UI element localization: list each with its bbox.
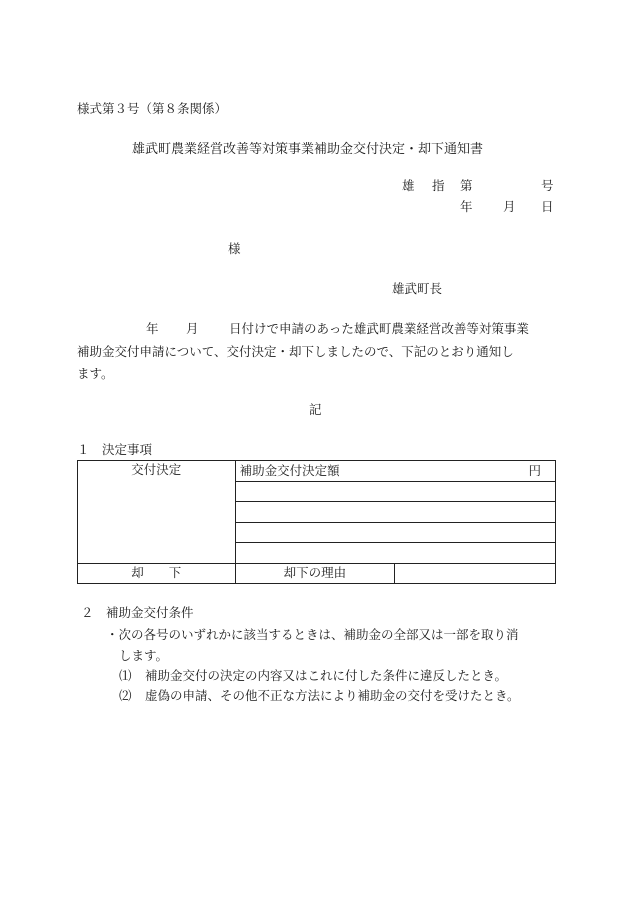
condition-text: 虚偽の申請、その他不正な方法により補助金の交付を受けたとき。 [145,688,520,703]
document-title: 雄武町農業経営改善等対策事業補助金交付決定・却下通知書 [132,142,484,157]
reference-yu: 雄 [402,178,415,193]
blank-cell [235,502,555,523]
decision-table [77,460,556,584]
blank-cell [235,481,555,502]
condition-bullet-line2: します。 [119,648,169,663]
amount-cell [235,461,555,482]
blank-cell [235,543,555,564]
issue-date-day: 日 [541,199,554,214]
amount-label: 補助金交付決定額 [239,462,340,478]
condition-bullet-line1: ・次の各号のいずれかに該当するときは、補助金の全部又は一部を取り消 [106,627,519,642]
kofu-label: 交付決定 [78,461,236,564]
section2-heading: ２ 補助金交付条件 [81,605,194,620]
addressee: 様 [228,241,241,256]
body-month: 月 [186,321,199,336]
reference-go: 号 [541,178,554,193]
condition-item-2 [119,690,520,703]
body-line3: ます。 [77,366,114,381]
issue-date-year: 年 [460,199,473,214]
kyakka-label: 却 下 [78,563,236,584]
table-row [78,461,556,482]
ki-heading: 記 [309,402,322,417]
reference-shi: 指 [432,178,445,193]
condition-number: ⑴ [119,668,132,683]
issue-date-month: 月 [503,199,516,214]
condition-text: 補助金交付の決定の内容又はこれに付した条件に違反したとき。 [145,668,508,683]
body-line2: 補助金交付申請について、交付決定・却下しましたので、下記のとおり通知し [77,344,514,359]
reference-dai: 第 [460,178,473,193]
table-row [78,563,556,584]
reason-label: 却下の理由 [235,563,395,584]
form-number: 様式第３号（第８条関係） [77,101,228,116]
section1-heading: １ 決定事項 [77,442,153,457]
amount-unit: 円 [528,462,541,478]
condition-number: ⑵ [119,688,132,703]
condition-item-1 [119,670,507,683]
body-line1: 日付けで申請のあった雄武町農業経営改善等対策事業 [229,321,529,336]
issuer: 雄武町長 [392,281,443,296]
body-year: 年 [146,321,159,336]
blank-cell [235,522,555,543]
reason-value [395,563,556,584]
